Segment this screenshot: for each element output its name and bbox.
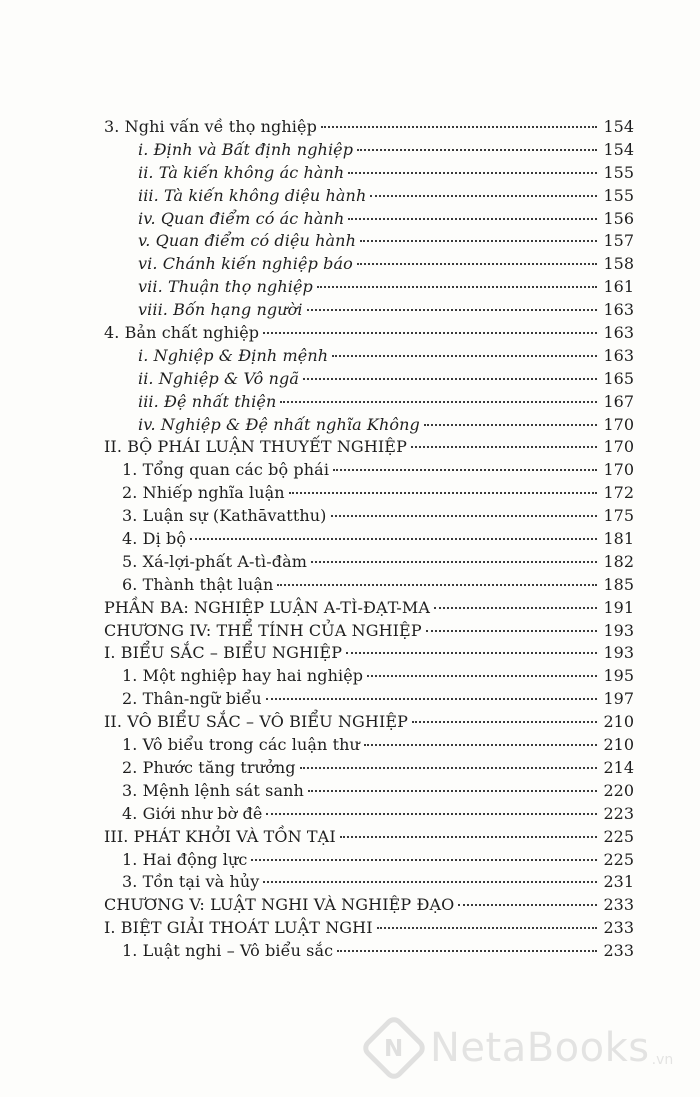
dot-leader	[308, 790, 598, 792]
toc-entry-page: 231	[603, 872, 634, 892]
dot-leader	[337, 950, 597, 952]
toc-entry	[104, 230, 634, 253]
dot-leader	[346, 652, 597, 654]
toc-entry-page: 156	[603, 208, 634, 228]
dot-leader	[424, 424, 598, 426]
toc-entry-page: 155	[603, 162, 634, 182]
toc-entry-title: CHƯƠNG V: LUẬT NGHI VÀ NGHIỆP ĐẠO	[104, 895, 455, 915]
toc-entry-title: III. PHÁT KHỞI VÀ TỒN TẠI	[104, 826, 336, 846]
dot-leader	[266, 813, 597, 815]
toc-entry-page: 195	[603, 666, 634, 686]
dot-leader	[340, 836, 598, 838]
toc-entry-page: 163	[603, 323, 634, 343]
toc-entry-page: 154	[603, 139, 634, 159]
toc-entry	[104, 711, 634, 734]
toc-entry-page: 170	[603, 437, 634, 457]
dot-leader	[263, 881, 597, 883]
toc-entry-page: 210	[603, 712, 634, 732]
toc-entry-title: iii. Tà kiến không diệu hành	[138, 185, 367, 205]
toc-entry-title: iv. Nghiệp & Đệ nhất nghĩa Không	[138, 414, 420, 434]
toc-entry-page: 175	[603, 506, 634, 526]
toc-entry-title: vii. Thuận thọ nghiệp	[138, 277, 313, 297]
toc-entry	[104, 665, 634, 688]
dot-leader	[190, 538, 597, 540]
toc-entry	[104, 757, 634, 780]
toc-entry-title: 1. Vô biểu trong các luận thư	[122, 735, 360, 755]
toc-entry	[104, 940, 634, 963]
toc-entry-page: 163	[603, 345, 634, 365]
dot-leader	[357, 263, 598, 265]
toc-entry	[104, 826, 634, 849]
dot-leader	[303, 378, 597, 380]
toc-entry-title: II. VÔ BIỂU SẮC – VÔ BIỂU NGHIỆP	[104, 712, 409, 732]
dot-leader	[348, 218, 597, 220]
table-of-contents	[104, 116, 634, 963]
toc-entry-title: 4. Dị bộ	[122, 529, 187, 549]
toc-entry-page: 191	[603, 597, 634, 617]
toc-entry-title: i. Định và Bất định nghiệp	[138, 139, 354, 159]
toc-entry-title: 1. Tổng quan các bộ phái	[122, 460, 330, 480]
toc-entry-page: 154	[603, 117, 634, 136]
dot-leader	[317, 286, 598, 288]
toc-entry-title: vi. Chánh kiến nghiệp báo	[138, 254, 353, 274]
dot-leader	[331, 515, 598, 517]
toc-entry-page: 233	[603, 941, 634, 961]
toc-entry	[104, 780, 634, 803]
toc-entry-page: 185	[603, 574, 634, 594]
toc-entry-title: 5. Xá-lợi-phất A-tì-đàm	[122, 551, 307, 571]
toc-entry-page: 163	[603, 300, 634, 320]
toc-entry-page: 161	[603, 277, 634, 297]
toc-entry	[104, 917, 634, 940]
toc-entry	[104, 482, 634, 505]
toc-entry	[104, 642, 634, 665]
toc-entry-page: 155	[603, 185, 634, 205]
watermark-suffix: .vn	[651, 1052, 674, 1068]
toc-entry	[104, 871, 634, 894]
dot-leader	[332, 355, 597, 357]
toc-entry-page: 214	[603, 757, 634, 777]
toc-entry-title: 1. Hai động lực	[122, 849, 248, 869]
toc-entry-page: 210	[603, 735, 634, 755]
toc-entry-page: 225	[603, 849, 634, 869]
dot-leader	[277, 584, 597, 586]
dot-leader	[411, 446, 598, 448]
dot-leader	[434, 607, 597, 609]
toc-entry-page: 181	[603, 529, 634, 549]
toc-entry	[104, 849, 634, 872]
dot-leader	[357, 149, 597, 151]
toc-entry	[104, 574, 634, 597]
toc-entry-title: 2. Phước tăng trưởng	[122, 757, 296, 777]
toc-entry	[104, 597, 634, 620]
dot-leader	[370, 195, 597, 197]
toc-entry-title: 3. Mệnh lệnh sát sanh	[122, 780, 304, 800]
toc-entry	[104, 116, 634, 139]
toc-entry-title: i. Nghiệp & Định mệnh	[138, 345, 329, 365]
toc-entry	[104, 505, 634, 528]
toc-entry	[104, 620, 634, 643]
toc-entry-title: 1. Một nghiệp hay hai nghiệp	[122, 666, 364, 686]
dot-leader	[266, 698, 598, 700]
dot-leader	[307, 309, 598, 311]
toc-entry	[104, 162, 634, 185]
toc-entry-page: 182	[603, 551, 634, 571]
dot-leader	[263, 332, 597, 334]
toc-entry	[104, 253, 634, 276]
toc-entry-title: iv. Quan điểm có ác hành	[138, 208, 345, 228]
toc-entry-title: II. BỘ PHÁI LUẬN THUYẾT NGHIỆP	[104, 437, 407, 457]
toc-entry	[104, 894, 634, 917]
toc-entry	[104, 345, 634, 368]
toc-entry-page: 225	[603, 826, 634, 846]
toc-entry-title: ii. Nghiệp & Vô ngã	[138, 368, 299, 388]
toc-entry	[104, 391, 634, 414]
toc-entry-page: 193	[603, 643, 634, 663]
toc-entry-title: 4. Bản chất nghiệp	[104, 323, 260, 343]
brand-logo-icon: N	[359, 1013, 429, 1083]
toc-entry-title: 6. Thành thật luận	[122, 574, 274, 594]
toc-entry-page: 170	[603, 414, 634, 434]
toc-entry-title: 3. Tồn tại và hủy	[122, 872, 260, 892]
toc-entry	[104, 299, 634, 322]
dot-leader	[348, 172, 597, 174]
toc-entry-page: 233	[603, 895, 634, 915]
dot-leader	[289, 492, 598, 494]
toc-entry	[104, 208, 634, 231]
toc-entry-title: I. BIỂU SẮC – BIỂU NGHIỆP	[104, 643, 343, 663]
toc-entry-page: 165	[603, 368, 634, 388]
toc-entry-page: 158	[603, 254, 634, 274]
toc-entry-title: 1. Luật nghi – Vô biểu sắc	[122, 941, 334, 961]
toc-entry	[104, 276, 634, 299]
toc-entry-title: 2. Nhiếp nghĩa luận	[122, 483, 285, 503]
dot-leader	[377, 927, 598, 929]
toc-entry-title: viii. Bốn hạng người	[138, 300, 303, 320]
dot-leader	[458, 904, 597, 906]
dot-leader	[412, 721, 597, 723]
watermark	[364, 1018, 673, 1078]
dot-leader	[367, 675, 597, 677]
toc-entry-title: v. Quan điểm có diệu hành	[138, 231, 356, 251]
watermark-brand: NetaBooks	[430, 1025, 650, 1071]
toc-entry-title: CHƯƠNG IV: THỂ TÍNH CỦA NGHIỆP	[104, 620, 422, 640]
dot-leader	[360, 240, 597, 242]
toc-entry	[104, 528, 634, 551]
toc-entry-title: 3. Luận sự (Kathāvatthu)	[122, 506, 327, 526]
toc-entry	[104, 139, 634, 162]
dot-leader	[321, 126, 598, 128]
dot-leader	[311, 561, 597, 563]
dot-leader	[364, 744, 598, 746]
toc-entry-page: 172	[603, 483, 634, 503]
toc-entry-title: 2. Thân-ngữ biểu	[122, 689, 262, 709]
dot-leader	[300, 767, 598, 769]
toc-entry	[104, 551, 634, 574]
toc-entry	[104, 734, 634, 757]
dot-leader	[280, 401, 597, 403]
toc-entry	[104, 803, 634, 826]
dot-leader	[251, 859, 597, 861]
toc-entry-title: 4. Giới như bờ đê	[122, 803, 263, 823]
toc-entry	[104, 688, 634, 711]
toc-entry	[104, 414, 634, 437]
toc-entry-page: 220	[603, 780, 634, 800]
toc-entry	[104, 185, 634, 208]
toc-entry	[104, 368, 634, 391]
toc-entry	[104, 459, 634, 482]
toc-entry-page: 193	[603, 620, 634, 640]
toc-entry-title: iii. Đệ nhất thiện	[138, 391, 277, 411]
toc-entry-page: 170	[603, 460, 634, 480]
toc-entry-page: 233	[603, 918, 634, 938]
toc-entry-page: 167	[603, 391, 634, 411]
toc-entry-title: ii. Tà kiến không ác hành	[138, 162, 345, 182]
toc-entry	[104, 322, 634, 345]
toc-entry-title: PHẦN BA: NGHIỆP LUẬN A-TÌ-ĐẠT-MA	[104, 597, 431, 617]
toc-entry-page: 157	[603, 231, 634, 251]
toc-entry-title: 3. Nghi vấn về thọ nghiệp	[104, 117, 317, 136]
dot-leader	[426, 630, 598, 632]
toc-entry-page: 223	[603, 803, 634, 823]
toc-entry-page: 197	[603, 689, 634, 709]
dot-leader	[333, 469, 597, 471]
toc-entry-title: I. BIỆT GIẢI THOÁT LUẬT NGHI	[104, 918, 373, 938]
toc-entry	[104, 436, 634, 459]
